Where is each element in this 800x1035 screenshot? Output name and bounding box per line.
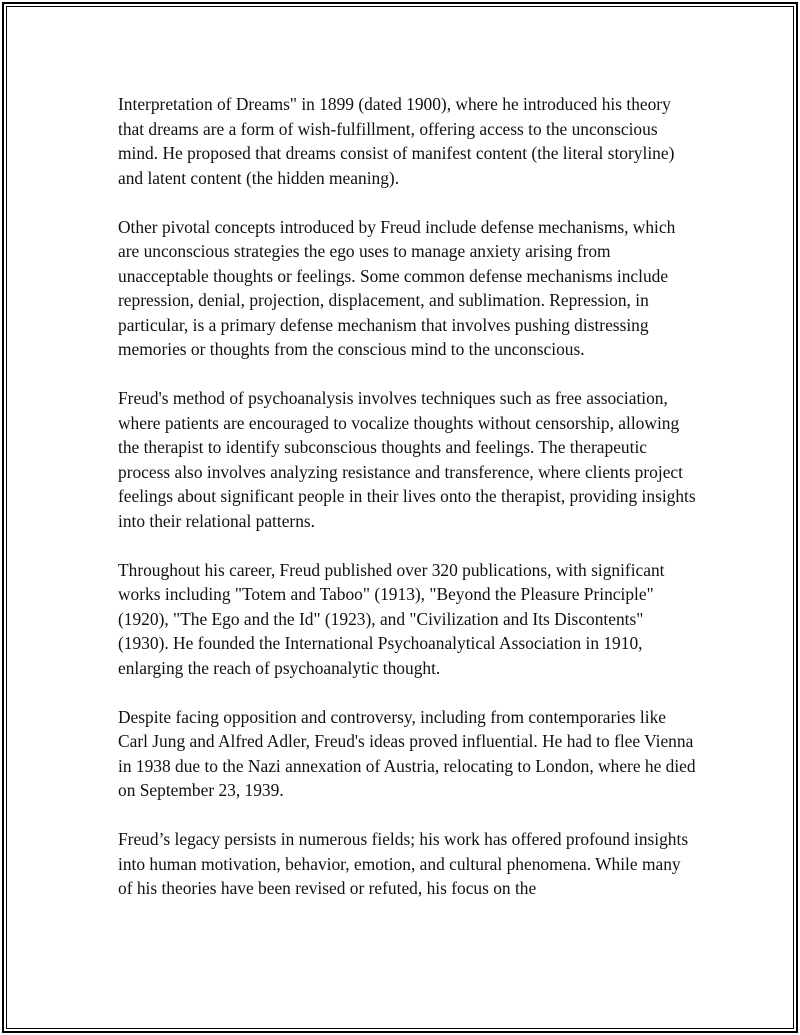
document-body	[118, 92, 698, 925]
paragraph-opposition: Despite facing opposition and controversy, including from contemporaries like Carl Jung and Alfred Adler, Freud's ideas proved influential. He had to flee Vienna in 1938 due to the Nazi annexation of Austria, relocating to London, where he died on September 23, 1939.	[118, 706, 696, 800]
paragraph-psychoanalysis-method: Freud's method of psychoanalysis involves techniques such as free association, where patients are encouraged to vocalize thoughts without censorship, allowing the therapist to identify subconscious thoughts and feelings. The therapeutic process also involves analyzing resistance and transference, where clients project feelings about significant people in their lives onto the therapist, providing insights into their relational patterns.	[118, 388, 696, 531]
paragraph-publications: Throughout his career, Freud published over 320 publications, with significant works including "Totem and Taboo" (1913), "Beyond the Pleasure Principle" (1920), "The Ego and the Id" (1923), and "Civilization and Its Discontents" (1930). He founded the International Psychoanalytical Association in 1910, enlarging the reach of psychoanalytic thought.	[118, 559, 665, 678]
paragraph-legacy: Freud’s legacy persists in numerous fields; his work has offered profound insights into human motivation, behavior, emotion, and cultural phenomena. While many of his theories have been revised or refuted, his focus on the	[118, 829, 689, 898]
paragraph-dreams: Interpretation of Dreams" in 1899 (dated 1900), where he introduced his theory that dreams are a form of wish-fulfillment, offering access to the unconscious mind. He proposed that dreams consist of manifest content (the literal storyline) and latent content (the hidden meaning).	[118, 94, 675, 188]
paragraph-defense-mechanisms: Other pivotal concepts introduced by Freud include defense mechanisms, which are unconscious strategies the ego uses to manage anxiety arising from unacceptable thoughts or feelings. Some common defense mechanisms include repression, denial, projection, displacement, and sublimation. Repression, in particular, is a primary defense mechanism that involves pushing distressing memories or thoughts from the conscious mind to the unconscious.	[118, 216, 676, 359]
